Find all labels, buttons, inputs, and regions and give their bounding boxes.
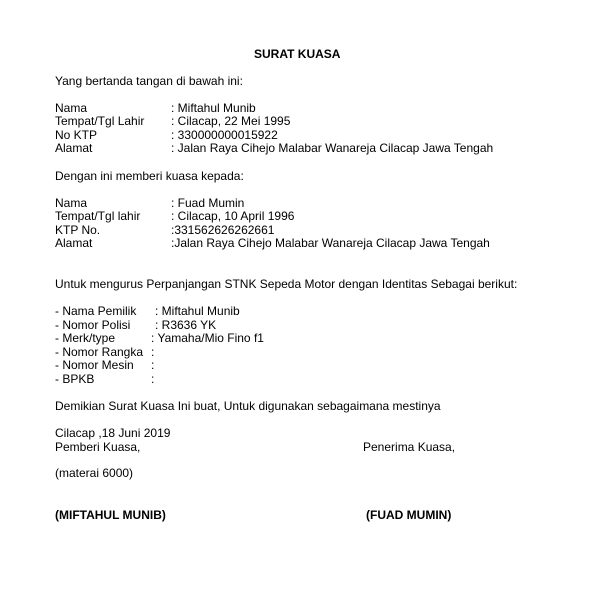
vehicle-owner-value: : Miftahul Munib <box>155 304 240 318</box>
grant-statement: Dengan ini memberi kuasa kepada: <box>55 169 244 183</box>
vehicle-plate-value: : R3636 YK <box>155 318 217 332</box>
place-date: Cilacap ,18 Juni 2019 <box>55 426 171 440</box>
grantor-sign-name: (MIFTAHUL MUNIB) <box>55 508 166 522</box>
grantor-name-label: Nama <box>55 101 88 115</box>
vehicle-bpkb-label: - BPKB <box>55 372 95 386</box>
grantee-name-value: : Fuad Mumin <box>171 196 245 210</box>
vehicle-plate-label: - Nomor Polisi <box>55 318 131 332</box>
grantor-address-label: Alamat <box>55 141 93 155</box>
grantor-birth-label: Tempat/Tgl Lahir <box>55 114 145 128</box>
grantee-name-label: Nama <box>55 196 88 210</box>
grantor-sign-label: Pemberi Kuasa, <box>55 440 141 454</box>
vehicle-bpkb-value: : <box>151 372 155 386</box>
closing-text: Demikian Surat Kuasa Ini buat, Untuk digunakan sebagaimana mestinya <box>55 399 441 413</box>
vehicle-engine-label: - Nomor Mesin <box>55 358 134 372</box>
grantee-sign-label: Penerima Kuasa, <box>363 440 456 454</box>
grantee-sign-name: (FUAD MUMIN) <box>366 508 452 522</box>
vehicle-frame-label: - Nomor Rangka <box>55 345 144 359</box>
stamp-note: (materai 6000) <box>55 466 134 480</box>
intro-text: Yang bertanda tangan di bawah ini: <box>55 74 243 88</box>
document-title: SURAT KUASA <box>254 47 341 61</box>
grantor-name-value: : Miftahul Munib <box>171 101 256 115</box>
vehicle-engine-value: : <box>151 358 155 372</box>
purpose-text: Untuk mengurus Perpanjangan STNK Sepeda Motor dengan Identitas Sebagai berikut: <box>55 277 518 291</box>
vehicle-frame-value: : <box>151 345 155 359</box>
vehicle-type-value: : Yamaha/Mio Fino f1 <box>151 331 264 345</box>
grantor-address-value: : Jalan Raya Cihejo Malabar Wanareja Cilacap Jawa Tengah <box>171 141 494 155</box>
vehicle-type-label: - Merk/type <box>55 331 116 345</box>
vehicle-owner-label: - Nama Pemilik <box>55 304 137 318</box>
grantee-birth-label: Tempat/Tgl lahir <box>55 209 141 223</box>
grantor-ktp-value: : 330000000015922 <box>171 128 278 142</box>
grantor-birth-value: : Cilacap, 22 Mei 1995 <box>171 114 291 128</box>
grantee-ktp-value: :331562626262661 <box>171 223 275 237</box>
grantee-address-label: Alamat <box>55 236 93 250</box>
grantee-address-value: :Jalan Raya Cihejo Malabar Wanareja Cilacap Jawa Tengah <box>171 236 490 250</box>
grantee-birth-value: : Cilacap, 10 April 1996 <box>171 209 295 223</box>
grantor-ktp-label: No KTP <box>55 128 98 142</box>
grantee-ktp-label: KTP No. <box>55 223 101 237</box>
